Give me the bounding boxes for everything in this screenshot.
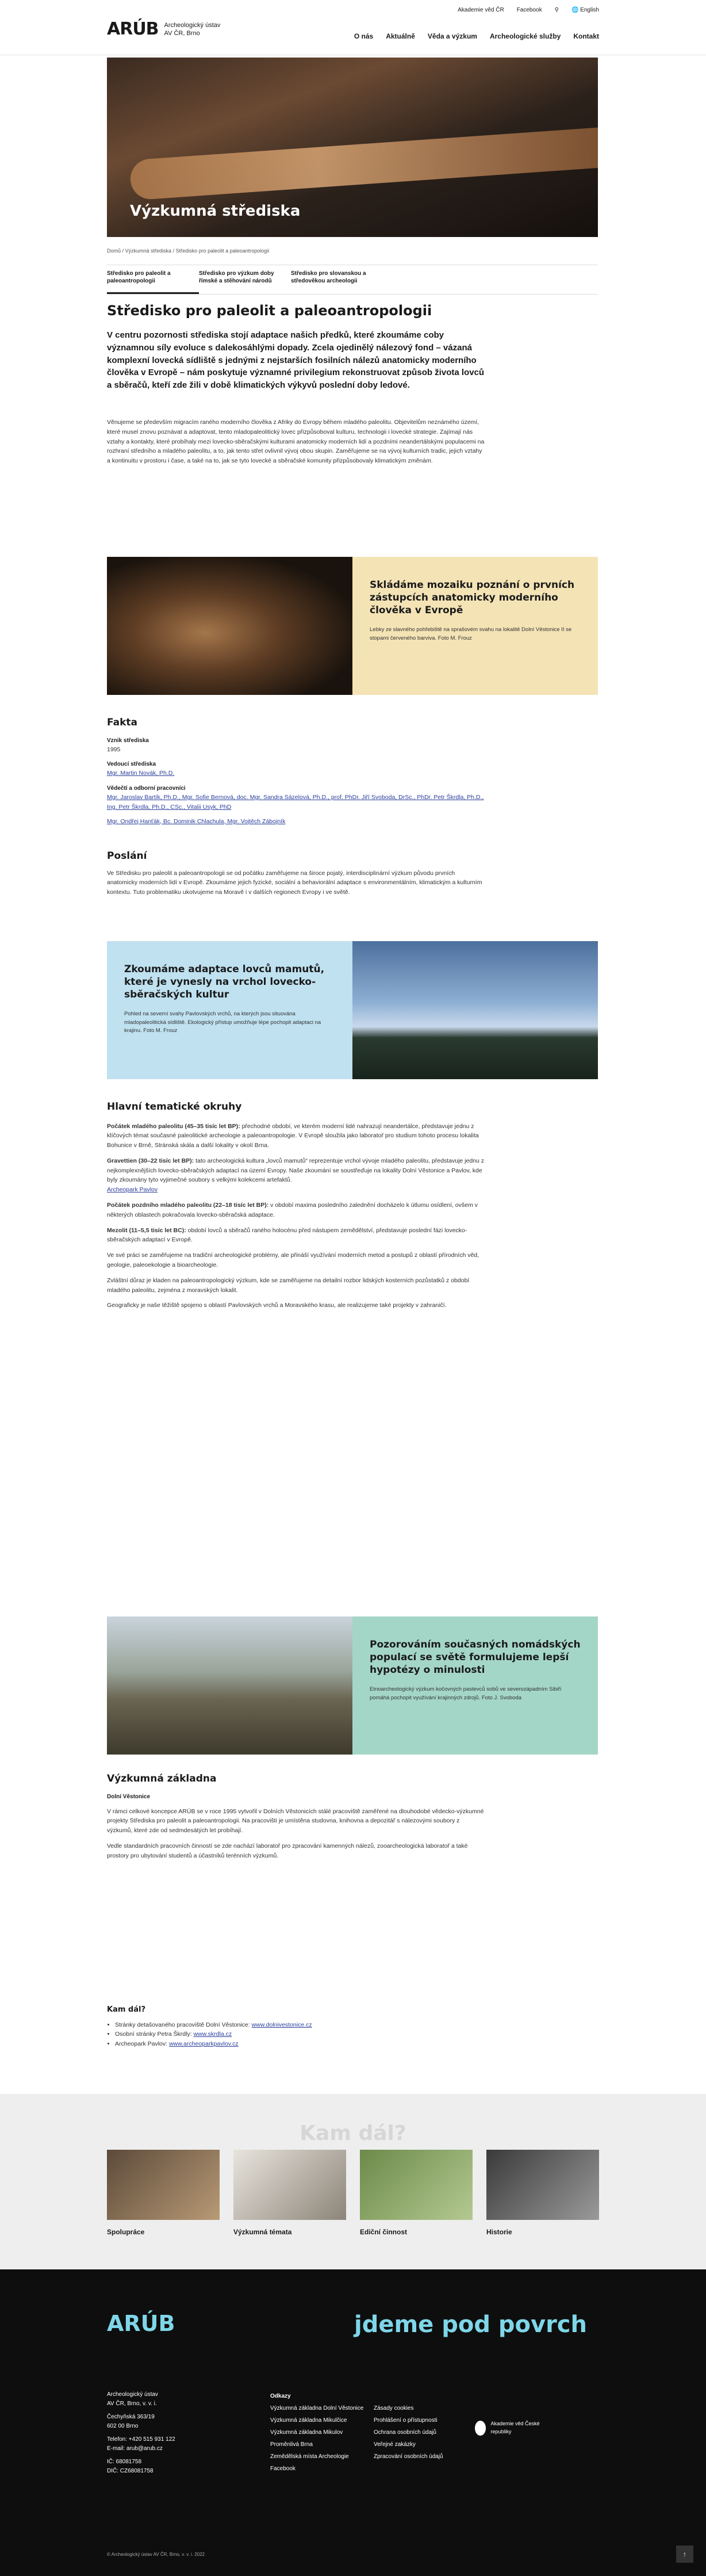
nav-o-nas[interactable]: O nás xyxy=(354,32,374,40)
landscape-image xyxy=(352,941,598,1079)
nav-sluzby[interactable]: Archeologické služby xyxy=(489,32,561,40)
scroll-top-button[interactable] xyxy=(676,2546,693,2563)
facts-heading: Fakta xyxy=(107,717,137,728)
language-switch-english[interactable]: 🌐 English xyxy=(571,7,599,13)
top-link-akademie[interactable]: Akademie věd ČR xyxy=(458,7,504,13)
head-value[interactable]: Mgr. Martin Novák, Ph.D. xyxy=(107,770,175,777)
theme3-text: v období maxima posledního zalednění docházelo k útlumu osídlení, ovšem v některých oblastech pokračovala lovecko-sběračská adaptace. xyxy=(107,1202,478,1218)
footer-links-heading: Odkazy xyxy=(270,2393,291,2399)
hero-banner xyxy=(107,58,598,237)
footer-link[interactable]: Facebook xyxy=(270,2466,296,2472)
logo-line1: Archeologický ústav xyxy=(164,21,221,29)
staff-value-2[interactable]: Mgr. Ondřej Hanťák, Bc. Dominik Chlachula, Mgr. Vojtěch Zábojník xyxy=(107,817,286,825)
tile-image xyxy=(486,2150,599,2220)
top-links xyxy=(458,6,599,14)
footer-link[interactable]: Veřejné zakázky xyxy=(374,2441,416,2448)
footer-link[interactable]: Zemědělská místa Archeologie xyxy=(270,2453,349,2460)
logo-mark: ARÚB xyxy=(107,19,159,39)
feature-landscape xyxy=(107,941,598,1079)
arrow-up-icon: ↑ xyxy=(683,2550,686,2558)
feature-skulls-caption: Lebky ze slavného pohřebiště na sprašovém svahu na lokalitě Dolní Věstonice II se stopami červeného barviva. Foto M. Frouz xyxy=(370,626,572,641)
footer-links-col2 xyxy=(374,2402,443,2463)
theme2-lead: Gravettien (30–22 tisíc let BP): xyxy=(107,1157,194,1164)
themes-heading: Hlavní tematické okruhy xyxy=(107,1101,242,1113)
footer-dic: DIČ: CZ68081758 xyxy=(107,2467,154,2474)
breadcrumb-centers[interactable]: Výzkumná střediska xyxy=(125,248,172,254)
footer-link[interactable]: Výzkumná základna Mikulov xyxy=(270,2429,343,2436)
tile-edicni[interactable] xyxy=(360,2150,473,2237)
next-item xyxy=(115,2020,486,2030)
next-heading: Kam dál? xyxy=(107,2005,145,2014)
base-section xyxy=(107,1772,486,1860)
kam-dal-heading: Kam dál? xyxy=(300,2122,406,2145)
skulls-image xyxy=(107,557,352,695)
mission-text: Ve Středisku pro paleolit a paleoantropologii se od počátku zaměřujeme na široce pojatý, interdisciplinární výzkum původu prvních anatomicky moderních lidí v Evropě. Zkoumáme jejich fyzické, sociální a behaviorální adaptace s environmentálním, klimatickým a kulturním kontextu. Tuto problematiku ukotvujeme na Moravě i v dalších regionech Evropy i ve světě. xyxy=(107,869,482,896)
center-tabs xyxy=(107,265,598,295)
tile-caption: Výzkumná témata xyxy=(233,2228,292,2236)
hero-image xyxy=(129,127,598,200)
feature-landscape-title: Zkoumáme adaptace lovců mamutů, které je vynesly na vrchol lovecko-sběračských kultur xyxy=(124,964,325,1001)
main-nav xyxy=(354,31,599,41)
article-intro: Věnujeme se především migracím raného moderního člověka z Afriky do Evropy během mladého paleolitu. Objevitelům neznámého území, které musel znovu poznávat a adaptovat, tento mladopaleolitický lovec přizpůsoboval kulturu, technologii i lovecké strategie. Zajímají nás vztahy a kontakty, které probíhaly mezi lovecko-sběračskými kulturami anatomicky moderních lidí a pozdními neandertálskými populacemi na rozhraní středního a mladého paleolitu, a to, jak tento střet ovlivnil vývoj obou skupin. Zaměřujeme se na vývoj kulturních tradic, jejich vztahy a kontinuitu v prostoru i čase, a také na to, jak se tyto lovecké a sběračské komunity přizpůsobovaly klimatickým změnám. xyxy=(107,419,485,465)
base-text-2: Vedle standardních pracovních činností se zde nachází laboratoř pro zpracování kamenných nálezů, zooarcheologická laboratoř a také prostory pro ubytování studentů a účastníků terénních výzkumů. xyxy=(107,1842,468,1859)
staff-label: Vědečtí a odborní pracovníci xyxy=(107,785,186,792)
facts-section xyxy=(107,716,486,826)
theme2-text: tato archeologická kultura „lovců mamutů“ reprezentuje vrchol vývoje mladého paleolitu, představuje jednu z nejkomplexnějších lovecko-sběračských adaptací na území Evropy. Naše zkoumání se soustřeďuje na lokality Dolní Věstonice a Pavlov, kde byly zkoumány tyto vyjimečné soubory s velkými kolekcemi artefaktů. xyxy=(107,1157,485,1184)
footer-email[interactable]: E-mail: arub@arub.cz xyxy=(107,2445,163,2452)
feature-skulls-title: Skládáme mozaiku poznání o prvních zástupcích anatomicky moderního člověka v Evropě xyxy=(370,579,575,617)
tile-temata[interactable] xyxy=(233,2150,346,2237)
next-item xyxy=(115,2030,486,2039)
tile-caption: Spolupráce xyxy=(107,2228,145,2236)
footer-partner-text: Akademie věd České republiky xyxy=(490,2421,540,2434)
tile-image xyxy=(233,2150,346,2220)
theme5-text: Ve své práci se zaměřujeme na tradiční archeologické problémy, ale přináší využívání moderních metod a postupů z oblastí přírodních věd, geologie, paleoekologie a bioarcheologie. xyxy=(107,1252,479,1269)
next-item-link[interactable]: www.skrdla.cz xyxy=(193,2031,232,2038)
nav-veda[interactable]: Věda a výzkum xyxy=(427,32,477,40)
next-item xyxy=(115,2039,486,2049)
founded-value: 1995 xyxy=(107,746,121,753)
site-footer xyxy=(0,2269,706,2576)
theme6-text: Zvláštní důraz je kladen na paleoantropologický výzkum, kde se zaměřujeme na detailní rozbor lidských kosterních pozůstatků z období mladého paleolitu, zejména z moravských lokalit. xyxy=(107,1276,470,1294)
hero-title: Výzkumná střediska xyxy=(130,202,301,220)
next-item-text: Archeopark Pavlov: xyxy=(115,2040,168,2048)
academy-logo-icon xyxy=(475,2421,486,2436)
archeopark-link[interactable]: Archeopark Pavlov xyxy=(107,1186,158,1194)
site-header xyxy=(0,0,706,55)
mission-section xyxy=(107,849,486,897)
footer-links-col1 xyxy=(270,2390,363,2475)
theme3-lead: Počátek pozdního mladého paleolitu (22–18 tisíc let BP): xyxy=(107,1202,269,1209)
tile-historie[interactable] xyxy=(486,2150,599,2237)
footer-link[interactable]: Výzkumná základna Mikulčice xyxy=(270,2417,347,2424)
tile-spoluprace[interactable] xyxy=(107,2150,220,2237)
footer-contact xyxy=(107,2390,175,2475)
breadcrumb-home[interactable]: Domů xyxy=(107,248,121,254)
page-title: Středisko pro paleolit a paleoantropologii xyxy=(107,303,432,319)
footer-phone[interactable]: Telefon: +420 515 931 122 xyxy=(107,2436,175,2443)
breadcrumb: Domů / Výzkumná střediska / Středisko pro paleolit a paleoantropologii xyxy=(107,248,270,254)
footer-partner[interactable] xyxy=(475,2420,544,2436)
nav-kontakt[interactable]: Kontakt xyxy=(573,32,599,40)
theme1-lead: Počátek mladého paleolitu (45–35 tisíc let BP): xyxy=(107,1122,240,1130)
tile-image xyxy=(360,2150,473,2220)
language-label: English xyxy=(580,7,599,13)
founded-label: Vznik střediska xyxy=(107,737,149,744)
footer-address-2: 602 00 Brno xyxy=(107,2422,139,2429)
theme4-text: období lovců a sběračů raného holocénu před nástupem zemědělství, představuje poslední fázi lovecko-sběračských adaptací v Evropě. xyxy=(107,1226,467,1244)
tab-rimska[interactable]: Středisko pro výzkum doby římské a stěhování národů xyxy=(199,270,274,284)
tile-image xyxy=(107,2150,220,2220)
next-links-section xyxy=(107,2004,486,2049)
base-heading: Výzkumná základna xyxy=(107,1773,217,1784)
footer-copyright: © Archeologický ústav AV ČR, Brno, v. v. i. 2022 xyxy=(107,2552,205,2557)
next-item-text: Stránky detašovaného pracoviště Dolní Věstonice: xyxy=(115,2021,250,2028)
footer-link[interactable]: Ochrana osobních údajů xyxy=(374,2429,436,2436)
staff-value[interactable]: Mgr. Jaroslav Bartík, Ph.D., Mgr. Sofie Bernová, doc. Mgr. Sandra Sázelová, Ph.D., prof. PhDr. Jiří Svoboda, DrSc., PhDr. Petr Škrdla, Ph.D., Ing. Petr Škrdla, Ph.D., CSc., Vitalii Usyk, PhD xyxy=(107,794,484,811)
next-item-text: Osobní stránky Petra Škrdly: xyxy=(115,2031,192,2038)
themes-section xyxy=(107,1100,486,1310)
footer-link[interactable]: Zásady cookies xyxy=(374,2405,414,2411)
tile-caption: Historie xyxy=(486,2228,512,2236)
footer-org-2: AV ČR, Brno, v. v. i. xyxy=(107,2400,157,2407)
feature-skulls xyxy=(107,557,598,695)
nav-aktualne[interactable]: Aktuálně xyxy=(386,32,415,40)
feature-nomads-title: Pozorováním současných nomádských populací se světě formulujeme lepší hypotézy o minulosti xyxy=(370,1639,581,1676)
top-link-facebook[interactable]: Facebook xyxy=(516,7,542,13)
site-logo[interactable] xyxy=(107,21,220,38)
footer-slogan: jdeme pod povrch xyxy=(354,2311,587,2338)
footer-link[interactable]: Zpracování osobních údajů xyxy=(374,2453,443,2460)
theme7-text: Geograficky je naše těžiště spojeno s oblastí Pavlovských vrchů a Moravského krasu, ale realizujeme také projekty v zahraničí. xyxy=(107,1302,447,1309)
theme4-lead: Mezolit (11–5,5 tisíc let BC): xyxy=(107,1226,186,1234)
feature-nomads xyxy=(107,1616,598,1755)
footer-link[interactable]: Prohlášení o přístupnosti xyxy=(374,2417,438,2424)
kam-dal-tiles xyxy=(107,2150,599,2237)
tab-slovanska[interactable]: Středisko pro slovanskou a středověkou archeologii xyxy=(291,270,366,284)
footer-org-1: Archeologický ústav xyxy=(107,2391,158,2398)
breadcrumb-current: Středisko pro paleolit a paleoantropologii xyxy=(175,248,270,254)
nomads-image xyxy=(107,1616,352,1755)
theme1-text: přechodné období, ve kterém moderní lidé nahrazují neandertálce, představuje jednu z klíčových témat současné paleolitické archeologie a paleoantropologie. V Evropě sloužila jako laboratoř pro studium tohoto procesu lokalita Bohunice v Brně, Stránská skála a další lokality v okolí Brna. xyxy=(107,1122,479,1149)
footer-link[interactable]: Výzkumná základna Dolní Věstonice xyxy=(270,2405,364,2411)
head-label: Vedoucí střediska xyxy=(107,761,156,768)
footer-link[interactable]: Proměnlivá Brna xyxy=(270,2441,313,2448)
mission-heading: Poslání xyxy=(107,850,147,862)
tab-paleolit[interactable]: Středisko pro paleolit a paleoantropologii xyxy=(107,265,199,294)
base-text-1: V rámci celkové koncepce ARÚB se v roce 1995 vytvořil v Dolních Věstonicích stálé pracoviště zaměřené na dlouhodobé vědecko-výzkumné projekty Střediska pro paleolit a paleoantropologii. Na pracovišti je umístěna studovna, knihovna a depozitář s nálezovými soubory z výzkumů, které zde od sedmdesátých let probíhají. xyxy=(107,1807,484,1834)
search-icon[interactable]: ⚲ xyxy=(554,7,559,13)
base-sub: Dolní Věstonice xyxy=(107,1793,151,1800)
footer-logo: ARÚB xyxy=(107,2311,175,2336)
next-item-link[interactable]: www.archeoparkpavlov.cz xyxy=(168,2040,239,2048)
footer-address-1: Čechyňská 363/19 xyxy=(107,2414,155,2420)
tile-caption: Ediční činnost xyxy=(360,2228,408,2236)
logo-text xyxy=(164,21,221,38)
next-item-link[interactable]: www.dolnivestonice.cz xyxy=(251,2021,312,2028)
logo-line2: AV ČR, Brno xyxy=(164,30,200,37)
feature-landscape-caption: Pohled na severní svahy Pavlovských vrchů, na kterých jsou situována mladopaleolitická sídliště. Ekologický přístup umožňuje lépe pochopit adaptaci na krajinu. Foto M. Frouz xyxy=(124,1011,321,1034)
feature-nomads-caption: Etnoarcheologický výzkum kočovných pastevců sobů ve severozápadním Sibiři pomáhá pochopit využívání krajinných zdrojů. Foto J. Svoboda xyxy=(370,1686,562,1701)
footer-ic: IČ: 68081758 xyxy=(107,2459,142,2465)
article-lead: V centru pozornosti střediska stojí adaptace našich předků, které zkoumáme coby významnou síly evoluce s dalekosáhlými dopady. Zcela ojedinělý nálezový fond – vázaná komplexní lovecká sídliště s jednými z nejstarších fosilních nálezů anatomicky moderního člověka v Evropě – nám poskytuje významné privilegium rekonstruovat způsob života lovců a sběračů, kteří zde žili v době klimatických výkyvů poslední doby ledové. xyxy=(107,330,485,390)
